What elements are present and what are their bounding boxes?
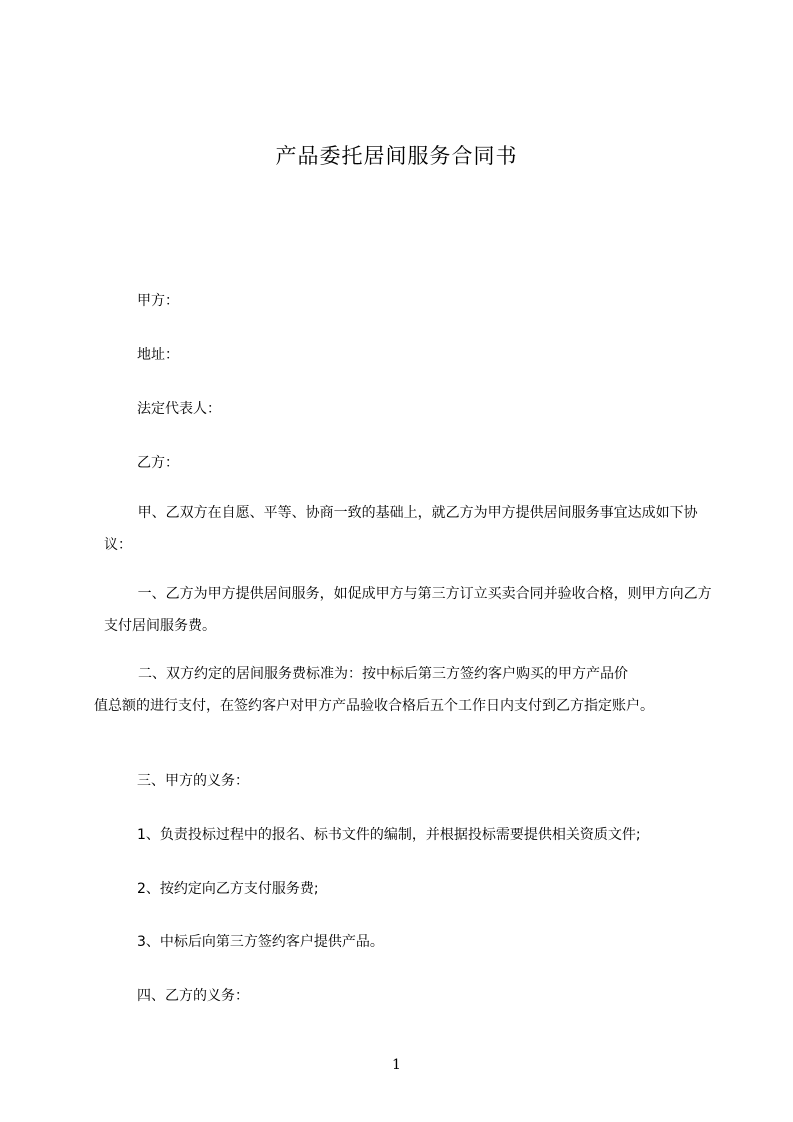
clause-2-first-line: 二、双方约定的居间服务费标准为：按中标后第三方签约客户购买的甲方产品价 [138, 666, 628, 682]
clause-1-paragraph: 一、乙方为甲方提供居间服务，如促成甲方与第三方订立买卖合同并验收合格，则甲方向乙方支付居间服务费。 [104, 586, 712, 634]
page-number: 1 [392, 1057, 401, 1073]
clause-3-item-1: 1、负责投标过程中的报名、标书文件的编制，并根据投标需要提供相关资质文件; [137, 827, 641, 843]
clause-3-item-3: 3、中标后向第三方签约客户提供产品。 [137, 934, 384, 950]
party-b-label: 乙方： [137, 455, 179, 471]
address-label: 地址： [137, 347, 179, 363]
party-a-label: 甲方： [137, 293, 179, 309]
document-title: 产品委托居间服务合同书 [275, 144, 518, 168]
clause-3-heading: 三、甲方的义务： [137, 773, 249, 789]
clause-3-item-2: 2、按约定向乙方支付服务费; [137, 881, 319, 897]
legal-representative-label: 法定代表人： [137, 401, 221, 417]
clause-2-continuation: 值总额的进行支付，在签约客户对甲方产品验收合格后五个工作日内支付到乙方指定账户。 [94, 698, 654, 714]
intro-paragraph: 甲、乙双方在自愿、平等、协商一致的基础上，就乙方为甲方提供居间服务事宜达成如下协议： [104, 505, 698, 553]
clause-4-heading: 四、乙方的义务： [137, 988, 249, 1004]
clause-2-paragraph [94, 658, 714, 722]
